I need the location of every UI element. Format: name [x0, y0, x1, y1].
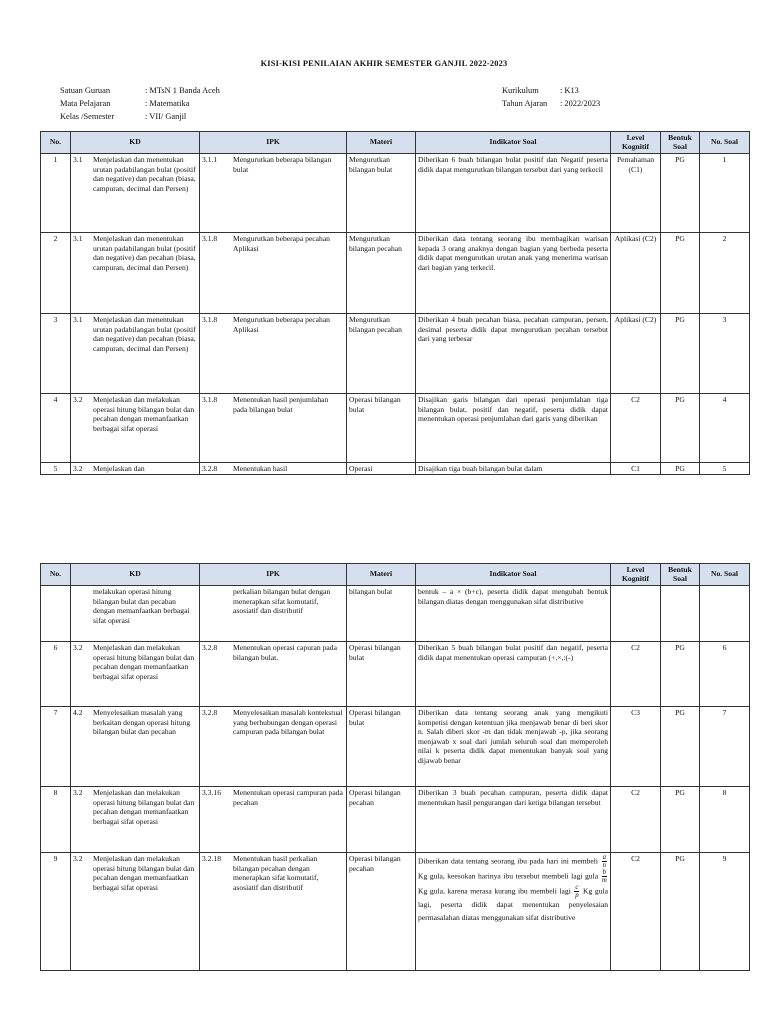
header-kd: KD — [71, 132, 200, 154]
fraction-denominator: m — [601, 877, 607, 884]
row-level: C2 — [611, 787, 661, 853]
ipk-code: 3.1.8 — [202, 395, 218, 404]
header-bentuk: Bentuk Soal — [661, 132, 700, 154]
kd-text: Menjelaskan dan melakukan operasi hitung bilangan bulat dan pecahan dengan memanfaatkan berbagai sifat operasi — [93, 643, 195, 681]
row-ipk — [200, 463, 347, 475]
fraction-numerator: b — [602, 869, 606, 876]
row-bentuk: PG — [661, 707, 700, 787]
kd-text: Menyelesaikan masalah yang berkaitan dengan operasi hitung bilangan bulat dan pecahan — [93, 708, 191, 737]
row-kd — [71, 394, 200, 463]
ipk-code: 3.2.8 — [202, 643, 218, 652]
ipk-text: Menentukan hasil penjumlahan pada bilangan bulat — [233, 395, 329, 414]
fraction-a-over-n — [602, 854, 607, 869]
row-nosoal: 6 — [700, 642, 750, 707]
row-materi: Operasi bilangan pecahan — [347, 787, 416, 853]
row-bentuk: PG — [661, 394, 700, 463]
row-indikator: Disajikan tiga buah bilangan bulat dalam — [416, 463, 611, 475]
row-indikator: Diberikan data tentang seorang ibu membagikan warisan kepada 3 orang anaknya dengan bagian yang berbeda peserta didik dapat mengurutkan urutan anak yang menerima warisan dari bagian yang terkecil. — [416, 233, 611, 314]
kisi-table-page2 — [40, 563, 750, 971]
header-ipk: IPK — [200, 132, 347, 154]
kd-text: Menjelaskan dan menentukan urutan padabilangan bulat (positif dan negative) dan pecahan (biasa, campuran, decimal dan Persen) — [93, 234, 196, 272]
ipk-text: perkalian bilangan bulat dengan menerapkan sifat komutatif, asosiatif dan distributif — [233, 587, 331, 616]
row-kd — [71, 314, 200, 394]
kd-text: Menjelaskan dan melakukan operasi hitung bilangan bulat dan pecahan dengan memanfaatkan berbagai sifat operasi — [93, 854, 195, 892]
fraction-numerator: c — [575, 884, 579, 891]
row-materi: Operasi bilangan bulat — [347, 707, 416, 787]
kd-code: 3.2 — [73, 464, 83, 473]
table-row — [41, 154, 750, 233]
row-bentuk: PG — [661, 154, 700, 233]
row-no: 4 — [41, 394, 71, 463]
kd-text: Menjelaskan dan melakukan operasi hitung bilangan bulat dan pecahan dengan memanfaatkan berbagai sifat operasi — [93, 788, 195, 826]
ipk-code: 3.1.1 — [202, 155, 218, 164]
row-ipk — [200, 707, 347, 787]
header-bentuk: Bentuk Soal — [661, 564, 700, 586]
ipk-code — [202, 587, 233, 616]
ipk-code: 3.2.8 — [202, 708, 218, 717]
row-nosoal: 2 — [700, 233, 750, 314]
row-bentuk: PG — [661, 233, 700, 314]
table-header-row — [41, 132, 750, 154]
fraction-denominator: p — [575, 892, 579, 899]
row-no: 7 — [41, 707, 71, 787]
header-level: Level Kognitif — [611, 132, 661, 154]
ipk-code: 3.2.8 — [202, 464, 218, 473]
ipk-text: Menentukan hasil — [233, 464, 288, 473]
kurikulum-value: : K13 — [560, 86, 579, 95]
tahun-label: Tahun Ajaran — [502, 99, 548, 109]
row-kd — [71, 586, 200, 642]
row-materi: Mengurutkan bilangan bulat — [347, 154, 416, 233]
ipk-code: 3.1.8 — [202, 315, 218, 324]
indikator-part-1: Diberikan data tentang seorang ibu pada hari ini membeli — [418, 856, 598, 866]
row-level: C2 — [611, 853, 661, 971]
header-no: No. — [41, 132, 71, 154]
table-row — [41, 586, 750, 642]
fraction-c-over-p — [574, 884, 579, 899]
header-no: No. — [41, 564, 71, 586]
row-kd — [71, 642, 200, 707]
row-ipk — [200, 233, 347, 314]
row-level: Pemahaman (C1) — [611, 154, 661, 233]
row-level — [611, 586, 661, 642]
header-indikator: Indikator Soal — [416, 564, 611, 586]
row-materi: Operasi — [347, 463, 416, 475]
row-bentuk: PG — [661, 853, 700, 971]
row-nosoal: 3 — [700, 314, 750, 394]
satuan-value: : MTsN 1 Banda Aceh — [145, 86, 220, 95]
ipk-code: 3.2.18 — [202, 854, 221, 863]
ipk-code: 3.1.8 — [202, 234, 218, 243]
kd-text: Menjelaskan dan menentukan urutan padabilangan bulat (positif dan negative) dan pecahan (biasa, campuran, decimal dan Persen) — [93, 315, 196, 353]
kd-code: 3.2 — [73, 643, 83, 652]
fraction-b-over-m — [602, 869, 607, 884]
row-indikator: Diberikan 4 buah pecahan biasa, pecahan campuran, persen, desimal peserta didik dapat mengurutkan pecahan tersebut dari yang terbesar — [416, 314, 611, 394]
ipk-text: Mengurutkan beberapa pecahan Aplikasi — [233, 234, 330, 253]
row-indikator: Diberikan 5 buah bilangan bulat positif dan negatif, peserta didik dapat menentukan operasi campuran (+,×,:(-) — [416, 642, 611, 707]
row-no: 5 — [41, 463, 71, 475]
row-no: 1 — [41, 154, 71, 233]
row-no: 2 — [41, 233, 71, 314]
row-bentuk: PG — [661, 642, 700, 707]
ipk-text: Menentukan operasi campuran pada pecahan — [233, 788, 343, 807]
row-level: C2 — [611, 642, 661, 707]
row-materi: Mengurutkan bilangan pecahan — [347, 314, 416, 394]
table-row — [41, 642, 750, 707]
table-row — [41, 394, 750, 463]
ipk-text: Mengurutkan beberapa pecahan Aplikasi — [233, 315, 330, 334]
ipk-text: Mengurutkan beberapa bilangan bulat — [233, 155, 332, 174]
ipk-text: Menyelesaikan masalah kontekstual yang berhubungan dengan operasi campuran pada bilangan bulat — [233, 708, 343, 737]
row-level: C2 — [611, 394, 661, 463]
row-level: C3 — [611, 707, 661, 787]
row-indikator: Disajikan garis bilangan dari operasi penjumlahan tiga bilangan bulat, positif dan negatif, peserta didik dapat menentukan operasi penjumlahan dari garis yang diberikan — [416, 394, 611, 463]
kd-code: 4.2 — [73, 708, 83, 717]
table-row — [41, 787, 750, 853]
fraction-denominator: n — [602, 862, 606, 869]
table-row — [41, 314, 750, 394]
row-materi: Operasi bilangan pecahan — [347, 853, 416, 971]
kd-code: 3.2 — [73, 395, 83, 404]
row-ipk — [200, 586, 347, 642]
indikator-part-2: Kg gula, keesokan harinya ibu tersebut membeli lagi gula — [418, 871, 599, 881]
row-nosoal: 5 — [700, 463, 750, 475]
row-materi: Operasi bilangan bulat — [347, 394, 416, 463]
row-kd — [71, 154, 200, 233]
header-indikator: Indikator Soal — [416, 132, 611, 154]
kd-code — [73, 587, 93, 625]
row-bentuk — [661, 586, 700, 642]
header-kd: KD — [71, 564, 200, 586]
row-no: 9 — [41, 853, 71, 971]
table-row — [41, 707, 750, 787]
row-level: Aplikasi (C2) — [611, 314, 661, 394]
row-ipk — [200, 853, 347, 971]
row-ipk — [200, 642, 347, 707]
kelas-value: : VII/ Ganjil — [145, 112, 187, 122]
header-nosoal: No. Soal — [700, 564, 750, 586]
row-materi: bilangan bulat — [347, 586, 416, 642]
row-level: Aplikasi (C2) — [611, 233, 661, 314]
row-ipk — [200, 154, 347, 233]
row-bentuk: PG — [661, 463, 700, 475]
row-nosoal: 4 — [700, 394, 750, 463]
row-kd — [71, 233, 200, 314]
row-indikator: Diberikan 3 buah pecahan campuran, peserta didik dapat menentukan hasil pengurangan dari ketiga bilangan tersebut — [416, 787, 611, 853]
row-nosoal: 8 — [700, 787, 750, 853]
indikator-part-3: Kg gula, karena merasa kurang ibu membeli lagi — [418, 886, 571, 896]
ipk-code: 3.3.16 — [202, 788, 221, 797]
kd-code: 3.1 — [73, 155, 83, 164]
document-title: KISI-KISI PENILAIAN AKHIR SEMESTER GANJIL 2022-2023 — [260, 59, 508, 68]
info-right — [502, 84, 600, 110]
row-kd — [71, 707, 200, 787]
table-row — [41, 853, 750, 971]
table-row — [41, 233, 750, 314]
row-indikator: Diberikan data tentang seorang anak yang mengikuti kompetisi dengan ketentuan jika menjawab benar di beri skor n. Salah diberi skor -m dan tidak menjawab -p, jika seorang menjawab x soal dari jumlah seluruh soal dan memperoleh nilai k peserta didik dapat menentukan banyak soal yang dijawab benar — [416, 707, 611, 787]
kd-code: 3.2 — [73, 854, 83, 863]
indikator-part-4: Kg gula lagi, peserta didik dapat menentukan penyelesaian permasalahan diatas menggunakan sifat distributive — [418, 886, 608, 922]
row-no: 8 — [41, 787, 71, 853]
mapel-value: : Matematika — [145, 99, 190, 109]
row-indikator: Diberikan 6 buah bilangan bulat positif dan Negatif peserta didik dapat mengurutkan bilangan tersebut dari yang terkecil — [416, 154, 611, 233]
row-kd — [71, 787, 200, 853]
kd-code: 3.2 — [73, 788, 83, 797]
ipk-text: Menentukan operasi capuran pada bilangan bulat. — [233, 643, 337, 662]
header-materi: Materi — [347, 564, 416, 586]
row-indikator — [416, 853, 611, 971]
row-level: C1 — [611, 463, 661, 475]
row-materi: Operasi bilangan bulat — [347, 642, 416, 707]
kisi-table-page1 — [40, 131, 750, 475]
row-kd — [71, 853, 200, 971]
row-no: 6 — [41, 642, 71, 707]
header-nosoal: No. Soal — [700, 132, 750, 154]
row-bentuk: PG — [661, 787, 700, 853]
kd-text: Menjelaskan dan menentukan urutan padabilangan bulat (positif dan negative) dan pecahan (biasa, campuran, decimal dan Persen) — [93, 155, 196, 193]
mapel-label: Mata Pelajaran — [60, 99, 111, 109]
row-materi: Mengurutkan bilangan pecahan — [347, 233, 416, 314]
row-nosoal: 1 — [700, 154, 750, 233]
row-nosoal: 9 — [700, 853, 750, 971]
tahun-value: : 2022/2023 — [560, 99, 601, 109]
row-nosoal — [700, 586, 750, 642]
table-row — [41, 463, 750, 475]
row-ipk — [200, 394, 347, 463]
kd-text: melakukan operasi hitung bilangan bulat dan pecahan dengan memanfaatkan berbagai sifat operasi — [93, 587, 190, 625]
row-no — [41, 586, 71, 642]
fraction-numerator: a — [602, 854, 606, 861]
row-bentuk: PG — [661, 314, 700, 394]
header-level: Level Kognitif — [611, 564, 661, 586]
kd-code: 3.1 — [73, 234, 83, 243]
kd-code: 3.1 — [73, 315, 83, 324]
kd-text: Menjelaskan dan melakukan operasi hitung bilangan bulat dan pecahan dengan memanfaatkan berbagai sifat operasi — [93, 395, 195, 433]
satuan-label: Satuan Guruan — [60, 86, 111, 95]
header-materi: Materi — [347, 132, 416, 154]
kurikulum-label: Kurikulum — [502, 86, 539, 95]
row-no: 3 — [41, 314, 71, 394]
ipk-text: Menentukan hasil perkalian bilangan pecahan dengan menerapkan sifat komutatif, asosiatif dan distributif — [233, 854, 319, 892]
kelas-label: Kelas /Semester — [60, 112, 115, 122]
row-nosoal: 7 — [700, 707, 750, 787]
row-indikator: bentuk – a × (b+c), peserta didik dapat mengubah bentuk bilangan diatas dengan menggunakan sifat distributive — [416, 586, 611, 642]
kd-text: Menjelaskan dan — [93, 464, 145, 473]
header-ipk: IPK — [200, 564, 347, 586]
row-kd — [71, 463, 200, 475]
table-header-row — [41, 564, 750, 586]
info-left — [60, 84, 220, 124]
row-ipk — [200, 787, 347, 853]
row-ipk — [200, 314, 347, 394]
